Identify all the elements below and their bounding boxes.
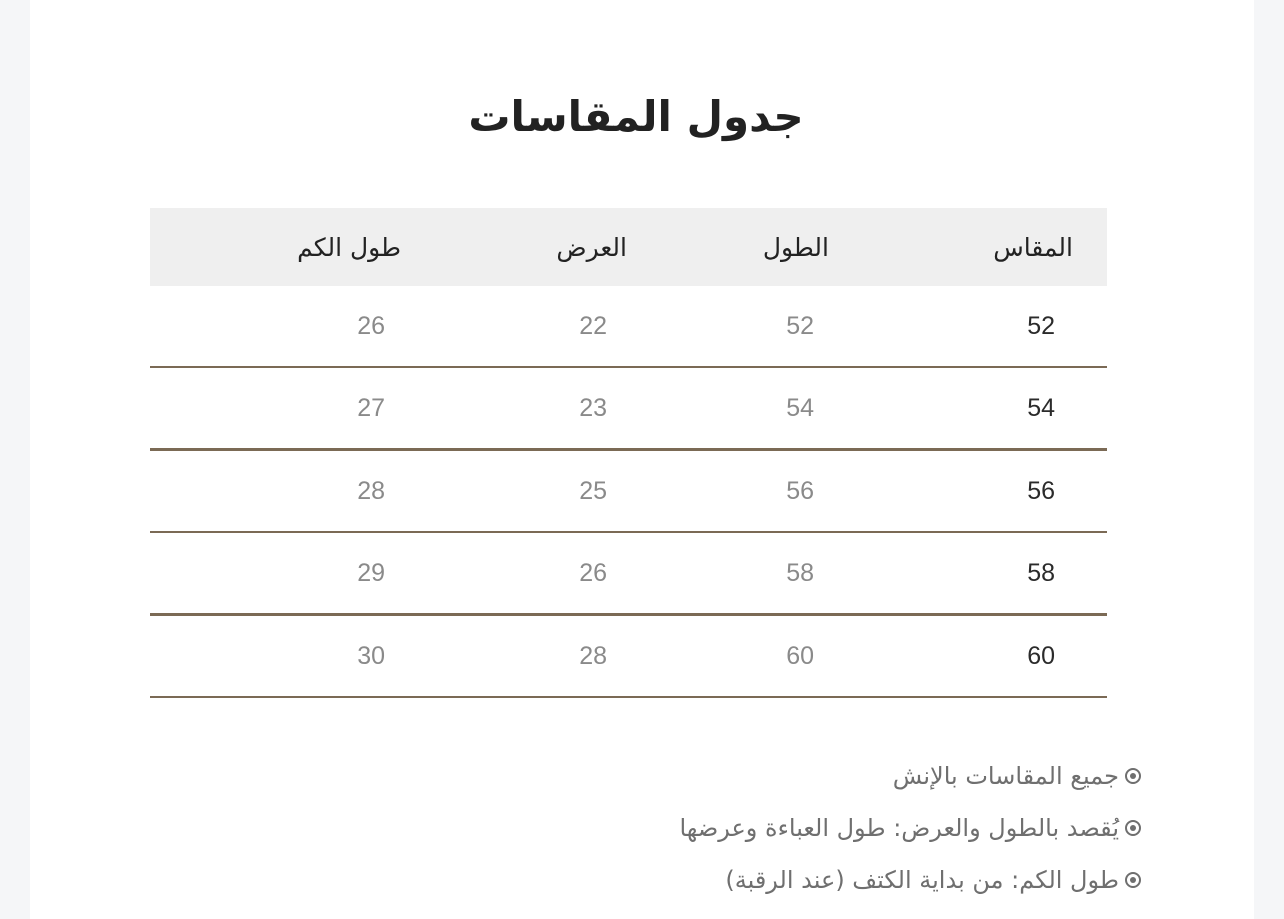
list-item <box>679 854 1141 906</box>
cell-sleeve-length: 27 <box>357 393 385 422</box>
cell-size: 60 <box>1027 641 1055 670</box>
cell-width: 26 <box>579 558 607 587</box>
note-text: طول الكم: من بداية الكتف (عند الرقبة) <box>725 866 1119 894</box>
header-width: العرض <box>556 232 627 262</box>
circle-bullet-icon <box>1125 768 1141 784</box>
cell-sleeve-length: 28 <box>357 476 385 505</box>
cell-length: 54 <box>786 393 814 422</box>
header-size: المقاس <box>993 232 1073 262</box>
cell-size: 54 <box>1027 393 1055 422</box>
cell-width: 23 <box>579 393 607 422</box>
cell-size: 56 <box>1027 476 1055 505</box>
circle-bullet-icon <box>1125 820 1141 836</box>
size-notes <box>679 750 1141 906</box>
table-row <box>150 368 1107 451</box>
cell-length: 60 <box>786 641 814 670</box>
list-item <box>679 802 1141 854</box>
table-row <box>150 616 1107 698</box>
note-text: جميع المقاسات بالإنش <box>892 762 1119 790</box>
header-length: الطول <box>762 232 829 262</box>
table-row <box>150 451 1107 533</box>
page-content <box>30 0 1254 919</box>
cell-length: 56 <box>786 476 814 505</box>
cell-width: 22 <box>579 311 607 340</box>
list-item <box>679 750 1141 802</box>
size-table <box>150 208 1107 698</box>
cell-width: 25 <box>579 476 607 505</box>
table-row <box>150 286 1107 368</box>
cell-size: 58 <box>1027 558 1055 587</box>
header-sleeve-length: طول الكم <box>297 232 401 262</box>
page-title: جدول المقاسات <box>468 92 804 141</box>
table-row <box>150 533 1107 616</box>
cell-sleeve-length: 26 <box>357 311 385 340</box>
cell-size: 52 <box>1027 311 1055 340</box>
note-text: يُقصد بالطول والعرض: طول العباءة وعرضها <box>679 814 1119 842</box>
cell-sleeve-length: 30 <box>357 641 385 670</box>
cell-width: 28 <box>579 641 607 670</box>
cell-sleeve-length: 29 <box>357 558 385 587</box>
table-header <box>150 208 1107 286</box>
cell-length: 52 <box>786 311 814 340</box>
circle-bullet-icon <box>1125 872 1141 888</box>
cell-length: 58 <box>786 558 814 587</box>
